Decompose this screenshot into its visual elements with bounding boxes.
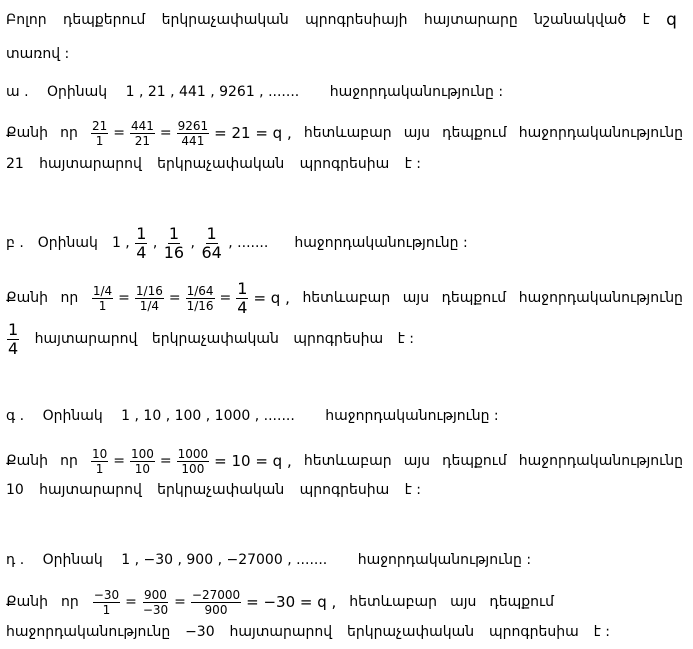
fraction: $\frac{100}{10}$ [130,446,154,476]
sequence-ellipsis: , ....... [228,235,269,251]
fraction: $\frac{9261}{441}$ [177,118,209,148]
that-word: որ [60,125,78,141]
ratio-result: = q , [253,289,290,307]
text-word: հետևաբար [303,125,392,141]
text-word: դեպքում [442,125,507,141]
sequence: 1 , 21 , 441 , 9261 , ....... [125,84,300,100]
fraction: $\frac{-30}{1}$ [93,587,120,617]
text-word: դեպքում [489,594,554,610]
section-b-conclusion [6,318,414,360]
text-word: պրոգրեսիա [299,482,390,498]
text-word: երկրաչափական [347,624,475,640]
ratio-value: 10 [6,482,24,498]
example-word: Օրինակ [37,235,98,251]
section-c-ratio [6,444,683,478]
fraction: $\frac{1000}{100}$ [177,446,209,476]
section-d-ratio [6,584,554,620]
sequence-word: հաջորդականությունը : [329,84,504,100]
section-c-example [6,406,499,426]
fraction: $\frac{21}{1}$ [91,118,108,148]
text-word: հետևաբար [302,290,391,306]
fraction: $\frac{1/4}{1}$ [92,283,113,313]
sequence-word: հաջորդականությունը : [357,552,532,568]
that-word: որ [60,453,78,469]
section-d-conclusion [6,622,610,642]
sequence-word: հաջորդականությունը : [325,408,499,424]
section-label: գ . [6,408,25,424]
intro-word: հայտարարը [423,12,518,28]
text-word: հաջորդականությունը [6,624,171,640]
text-word: է : [404,156,421,172]
section-a-example [6,82,503,102]
intro-line-1 [6,10,677,30]
intro-word: դեպքերում [63,12,146,28]
since-word: Քանի [6,594,48,610]
sequence: 1 , −30 , 900 , −27000 , ....... [121,552,328,568]
text-word: հայտարարով [34,331,138,347]
text-word: երկրաչափական [151,331,279,347]
sequence: 1 , 10 , 100 , 1000 , ....... [121,408,295,424]
since-word: Քանի [6,125,48,141]
fraction: $\frac{1/64}{1/16}$ [186,283,214,313]
sequence-first: 1 , [111,235,130,251]
text-word: հաջորդականությունը [518,453,683,469]
section-b-ratio [6,276,683,320]
text-word: դեպքում [441,290,507,306]
example-word: Օրինակ [42,408,103,424]
that-word: որ [61,594,79,610]
ratio-value: −30 [185,624,215,640]
since-word: Քանի [6,453,48,469]
text-word: այս [402,290,430,306]
example-word: Օրինակ [42,552,103,568]
fraction: $\frac{1}{4}$ [8,319,19,358]
text-word: է : [397,331,414,347]
text-word: այս [403,125,431,141]
example-word: Օրինակ [47,84,108,100]
text-word: հետևաբար [349,594,438,610]
text-word: երկրաչափական [157,482,285,498]
text-word: պրոգրեսիա [299,156,390,172]
text-word: այս [403,453,431,469]
intro-word: պրոգրեսիայի [305,12,408,28]
ratio-equation: $\frac{21}{1}$ = $\frac{441}{21}$ = $\frac{9261}{441}$ = 21 = q , [91,118,292,148]
section-d-example [6,550,531,570]
fraction: $\frac{-27000}{900}$ [191,587,241,617]
text-word: պրոգրեսիա [489,624,579,640]
intro-word: երկրաչափական [161,12,289,28]
ratio-result: = 10 = q , [214,452,292,470]
fraction: $\frac{1}{4}$ [136,223,147,262]
intro-word: Բոլոր [6,12,47,28]
since-word: Քանի [6,290,48,306]
section-c-conclusion [6,480,421,500]
ratio-value: 21 [6,156,24,172]
text-word: պրոգրեսիա [293,331,384,347]
text-word: հայտարարով [229,624,333,640]
text-word: է : [593,624,610,640]
fraction: $\frac{900}{-30}$ [142,587,169,617]
intro-word: է [642,12,650,28]
that-word: որ [60,290,79,306]
section-b-example: բ . Օրինակ 1 , $\frac{1}{4}$ , $\frac{1}{16}$ , $\frac{1}{64}$ , ....... հաջորդականությունը : [6,223,468,262]
fraction: $\frac{1}{64}$ [201,223,222,262]
text-word: հայտարարով [39,156,142,172]
section-label: բ . [6,235,24,251]
section-a-conclusion [6,154,421,174]
fraction: $\frac{441}{21}$ [130,118,154,148]
fraction: $\frac{1}{4}$ [237,278,248,317]
text-word: է : [404,482,421,498]
text-word: այս [450,594,477,610]
ratio-result: = −30 = q , [246,593,337,611]
text-word: հաջորդականությունը [518,125,683,141]
section-a-ratio [6,116,683,150]
section-label: ա . [6,84,29,100]
ratio-result: = 21 = q , [214,124,292,142]
text-word: հաջորդականությունը [518,290,683,306]
sequence-word: հաջորդականությունը : [294,235,468,251]
intro-word: նշանակված [534,12,627,28]
fraction: $\frac{1/16}{1/4}$ [135,283,163,313]
section-label: դ . [6,552,25,568]
text-word: հետևաբար [303,453,392,469]
fraction: $\frac{1}{16}$ [163,223,185,262]
ratio-equation: $\frac{1/4}{1}$ = $\frac{1/16}{1/4}$ = $\frac{1/64}{1/16}$ = $\frac{1}{4}$ = q , [92,278,290,317]
intro-line-2: տառով : [6,46,70,62]
ratio-equation: $\frac{-30}{1}$ = $\frac{900}{-30}$ = $\frac{-27000}{900}$ = −30 = q , [93,587,337,617]
fraction: $\frac{10}{1}$ [91,446,108,476]
text-word: դեպքում [442,453,507,469]
ratio-equation: $\frac{10}{1}$ = $\frac{100}{10}$ = $\frac{1000}{100}$ = 10 = q , [91,446,292,476]
intro-word: q [666,10,677,30]
text-word: հայտարարով [39,482,142,498]
text-word: երկրաչափական [157,156,285,172]
